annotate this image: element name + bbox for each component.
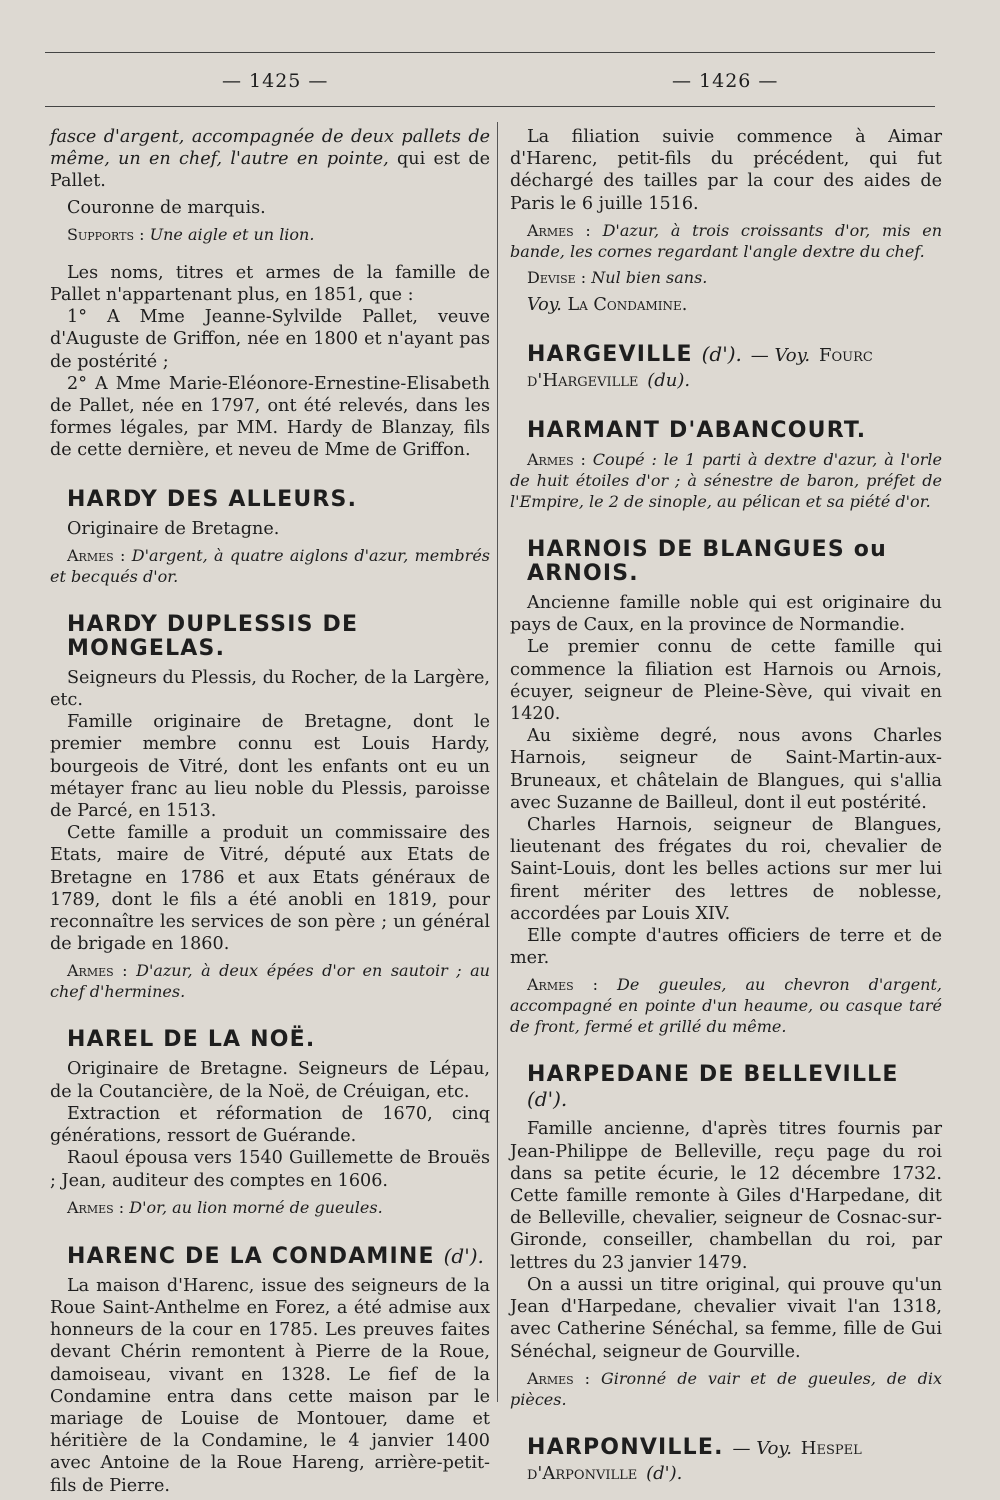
armes-label: Armes : <box>67 961 128 981</box>
armes-text: De gueules, au chevron d'argent, accompagné en pointe d'un heaume, ou casque taré de front, fermé et grillé du même. <box>510 975 942 1037</box>
harenc-voy <box>510 294 942 316</box>
page-number-right: — 1426 — <box>672 70 779 92</box>
duplessis-paragraph-1: Seigneurs du Plessis, du Rocher, de la Largère, etc. <box>50 667 490 711</box>
armes-label: Armes : <box>67 1197 125 1217</box>
harpedane-armes <box>510 1368 942 1410</box>
supports-label: Supports : <box>67 224 145 244</box>
armes-text: D'azur, à trois croissants d'or, mis en bande, les cornes regardant l'angle dextre du chef. <box>510 220 942 261</box>
column-divider <box>497 122 498 1402</box>
armes-label: Armes : <box>527 220 591 240</box>
armes-label: Armes : <box>67 545 126 565</box>
harenc-paragraph-1: La maison d'Harenc, issue des seigneurs de la Roue Saint-Anthelme en Forez, a été admise aux honneurs de la cour en 1785. Les preuves faites devant Chérin remontent à Pierre de la Roue, damoiseau, vivant en 1328. Le fief de la Condamine entra dans cette maison par le mariage de Louise de Montouer, dame et héritière de la Condamine, le 4 janvier 1400 avec Antoine de la Roue Hareng, arrière-petit-fils de Pierre. <box>50 1275 490 1496</box>
heading-harmant-dabancourt: HARMANT D'ABANCOURT. <box>527 418 867 444</box>
harmant-armes <box>510 449 942 512</box>
devise-label: Devise : <box>527 267 587 287</box>
alleurs-armes <box>50 545 490 587</box>
top-rule <box>45 52 935 53</box>
harel-paragraph-3: Raoul épousa vers 1540 Guillemette de Brouës ; Jean, auditeur des comptes en 1606. <box>50 1148 490 1191</box>
heading-harponville <box>527 1436 942 1486</box>
right-column <box>510 126 942 1492</box>
heading-harpedane-de-belleville <box>527 1063 942 1112</box>
voy-reference: Hespel d'Arponville <box>527 1437 862 1484</box>
page-number-left: — 1425 — <box>222 70 329 92</box>
voy-particle: (du). <box>647 370 691 392</box>
armes-text: D'argent, à quatre aiglons d'azur, membrés et becqués d'or. <box>50 545 490 586</box>
harenc-armes <box>510 220 942 262</box>
armes-label: Armes : <box>527 450 586 470</box>
duplessis-armes <box>50 960 490 1002</box>
continuation-italic: fasce d'argent, accompagnée de deux pallets de même, un en chef, l'autre en pointe, <box>50 127 490 170</box>
voy-label: Voy. <box>527 294 562 315</box>
header-rule <box>45 106 935 107</box>
harenc-paragraph-2: La filiation suivie commence à Aimar d'Harenc, petit-fils du précédent, qui fut déchargé des tailles par la cour des aides de Paris le 6 juille 1516. <box>510 127 942 214</box>
heading-harnois-de-blangues: HARNOIS DE BLANGUES ou ARNOIS. <box>527 537 887 587</box>
supports-text: Une aigle et un lion. <box>149 224 315 244</box>
left-column <box>50 126 490 1497</box>
harnois-armes <box>510 974 942 1037</box>
voy-label: — Voy. <box>750 345 811 367</box>
heading-text: HARENC DE LA CONDAMINE <box>67 1243 435 1269</box>
harnois-paragraph-4: Charles Harnois, seigneur de Blangues, lieutenant des frégates du roi, chevalier de Saint-Louis, dont les belles actions sur mer lui firent mériter des lettres de noblesse, accordées par Louis XIV. <box>510 815 942 924</box>
harpedane-paragraph-1: Famille ancienne, d'après titres fournis par Jean-Philippe de Belleville, reçu page du roi dans sa petite écurie, le 12 décembre 1732. Cette famille remonte à Giles d'Harpedane, dit de Belleville, chevalier, seigneur de Cosnac-sur-Gironde, conseiller, chambellan du roi, par lettres du 23 janvier 1479. <box>510 1119 942 1273</box>
harpedane-paragraph-2: On a aussi un titre original, qui prouve qu'un Jean d'Harpedane, chevalier vivait l'an 1318, avec Catherine Sénéchal, sa femme, fille de Gui Sénéchal, seigneur de Gourville. <box>510 1274 942 1362</box>
heading-particle: (d'). <box>701 342 742 367</box>
duplessis-paragraph-3: Cette famille a produit un commissaire des Etats, maire de Vitré, député aux Etats de Bretagne en 1786 et aux Etats généraux de 1789, dont le fils a été anobli en 1819, pour reconnaître les services de son père ; un général de brigade en 1860. <box>50 823 490 955</box>
heading-harel-de-la-noe: HAREL DE LA NOË. <box>67 1027 316 1053</box>
harnois-paragraph-3: Au sixième degré, nous avons Charles Harnois, seigneur de Saint-Martin-aux-Bruneaux, et châtelain de Blangues, qui s'allia avec Suzanne de Bailleul, dont il eut postérité. <box>510 726 942 813</box>
harel-paragraph-2: Extraction et réformation de 1670, cinq générations, ressort de Guérande. <box>50 1103 490 1147</box>
voy-label: — Voy. <box>732 1437 792 1459</box>
armes-text: Coupé : le 1 parti à dextre d'azur, à l'orle de huit étoiles d'or ; à sénestre de baron, préfet de l'Empire, le 2 de sinople, au pélican et sa piété d'or. <box>510 450 942 512</box>
pallet-paragraph-1: Les noms, titres et armes de la famille de Pallet n'appartenant plus, en 1851, que : <box>50 262 490 306</box>
harenc-devise <box>510 267 942 288</box>
devise-text: Nul bien sans. <box>591 267 708 287</box>
pallet-paragraph-2: 1° A Mme Jeanne-Sylvilde Pallet, veuve d'Auguste de Griffon, née en 1800 et n'ayant pas de postérité ; <box>50 307 490 372</box>
supports-line <box>50 224 490 245</box>
harnois-paragraph-5: Elle compte d'autres officiers de terre et de mer. <box>510 926 942 969</box>
harnois-paragraph-1: Ancienne famille noble qui est originaire du pays de Caux, en la province de Normandie. <box>510 593 942 636</box>
heading-hargeville <box>527 342 942 393</box>
couronne-line: Couronne de marquis. <box>67 197 266 218</box>
heading-hardy-duplessis: HARDY DUPLESSIS DE MONGELAS. <box>67 611 359 661</box>
armes-text: D'azur, à deux épées d'or en sautoir ; au chef d'hermines. <box>50 961 490 1002</box>
harel-armes <box>50 1197 490 1218</box>
armes-text: D'or, au lion morné de gueules. <box>129 1197 383 1217</box>
heading-particle: (d'). <box>527 1087 568 1112</box>
continuation-paragraph <box>50 126 490 193</box>
heading-text: HARGEVILLE <box>527 342 693 368</box>
armes-text: Gironné de vair et de gueules, de dix pièces. <box>510 1368 942 1409</box>
duplessis-paragraph-2: Famille originaire de Bretagne, dont le premier membre connu est Louis Hardy, bourgeois de Vitré, dont les enfants ont eu un métayer franc au lieu noble du Plessis, paroisse de Parcé, en 1513. <box>50 712 490 822</box>
continuation-tail: qui est de Pallet. <box>50 149 490 192</box>
armes-label: Armes : <box>527 1368 591 1388</box>
heading-text: HARPONVILLE. <box>527 1434 724 1460</box>
heading-harenc-de-la-condamine <box>67 1244 490 1269</box>
harnois-paragraph-2: Le premier connu de cette famille qui commence la filiation est Harnois ou Arnois, écuyer, seigneur de Pleine-Sève, qui vivait en 1420. <box>510 637 942 725</box>
heading-particle: (d'). <box>443 1243 484 1268</box>
voy-reference: La Condamine. <box>567 294 688 315</box>
heading-hardy-des-alleurs: HARDY DES ALLEURS. <box>67 486 358 512</box>
pallet-paragraph-3: 2° A Mme Marie-Eléonore-Ernestine-Elisabeth de Pallet, née en 1797, ont été relevés, dans les formes légales, par MM. Hardy de Blanzay, fils de cette dernière, et neveu de Mme de Griffon. <box>50 373 490 461</box>
heading-text: HARPEDANE DE BELLEVILLE <box>527 1062 899 1088</box>
harel-paragraph-1: Originaire de Bretagne. Seigneurs de Lépau, de la Coutancière, de la Noë, de Créuigan, etc. <box>50 1059 490 1102</box>
armes-label: Armes : <box>527 975 599 995</box>
voy-reference: Fourc d'Hargeville <box>527 345 873 392</box>
alleurs-paragraph: Originaire de Bretagne. <box>67 518 280 539</box>
voy-particle: (d'). <box>646 1462 683 1484</box>
